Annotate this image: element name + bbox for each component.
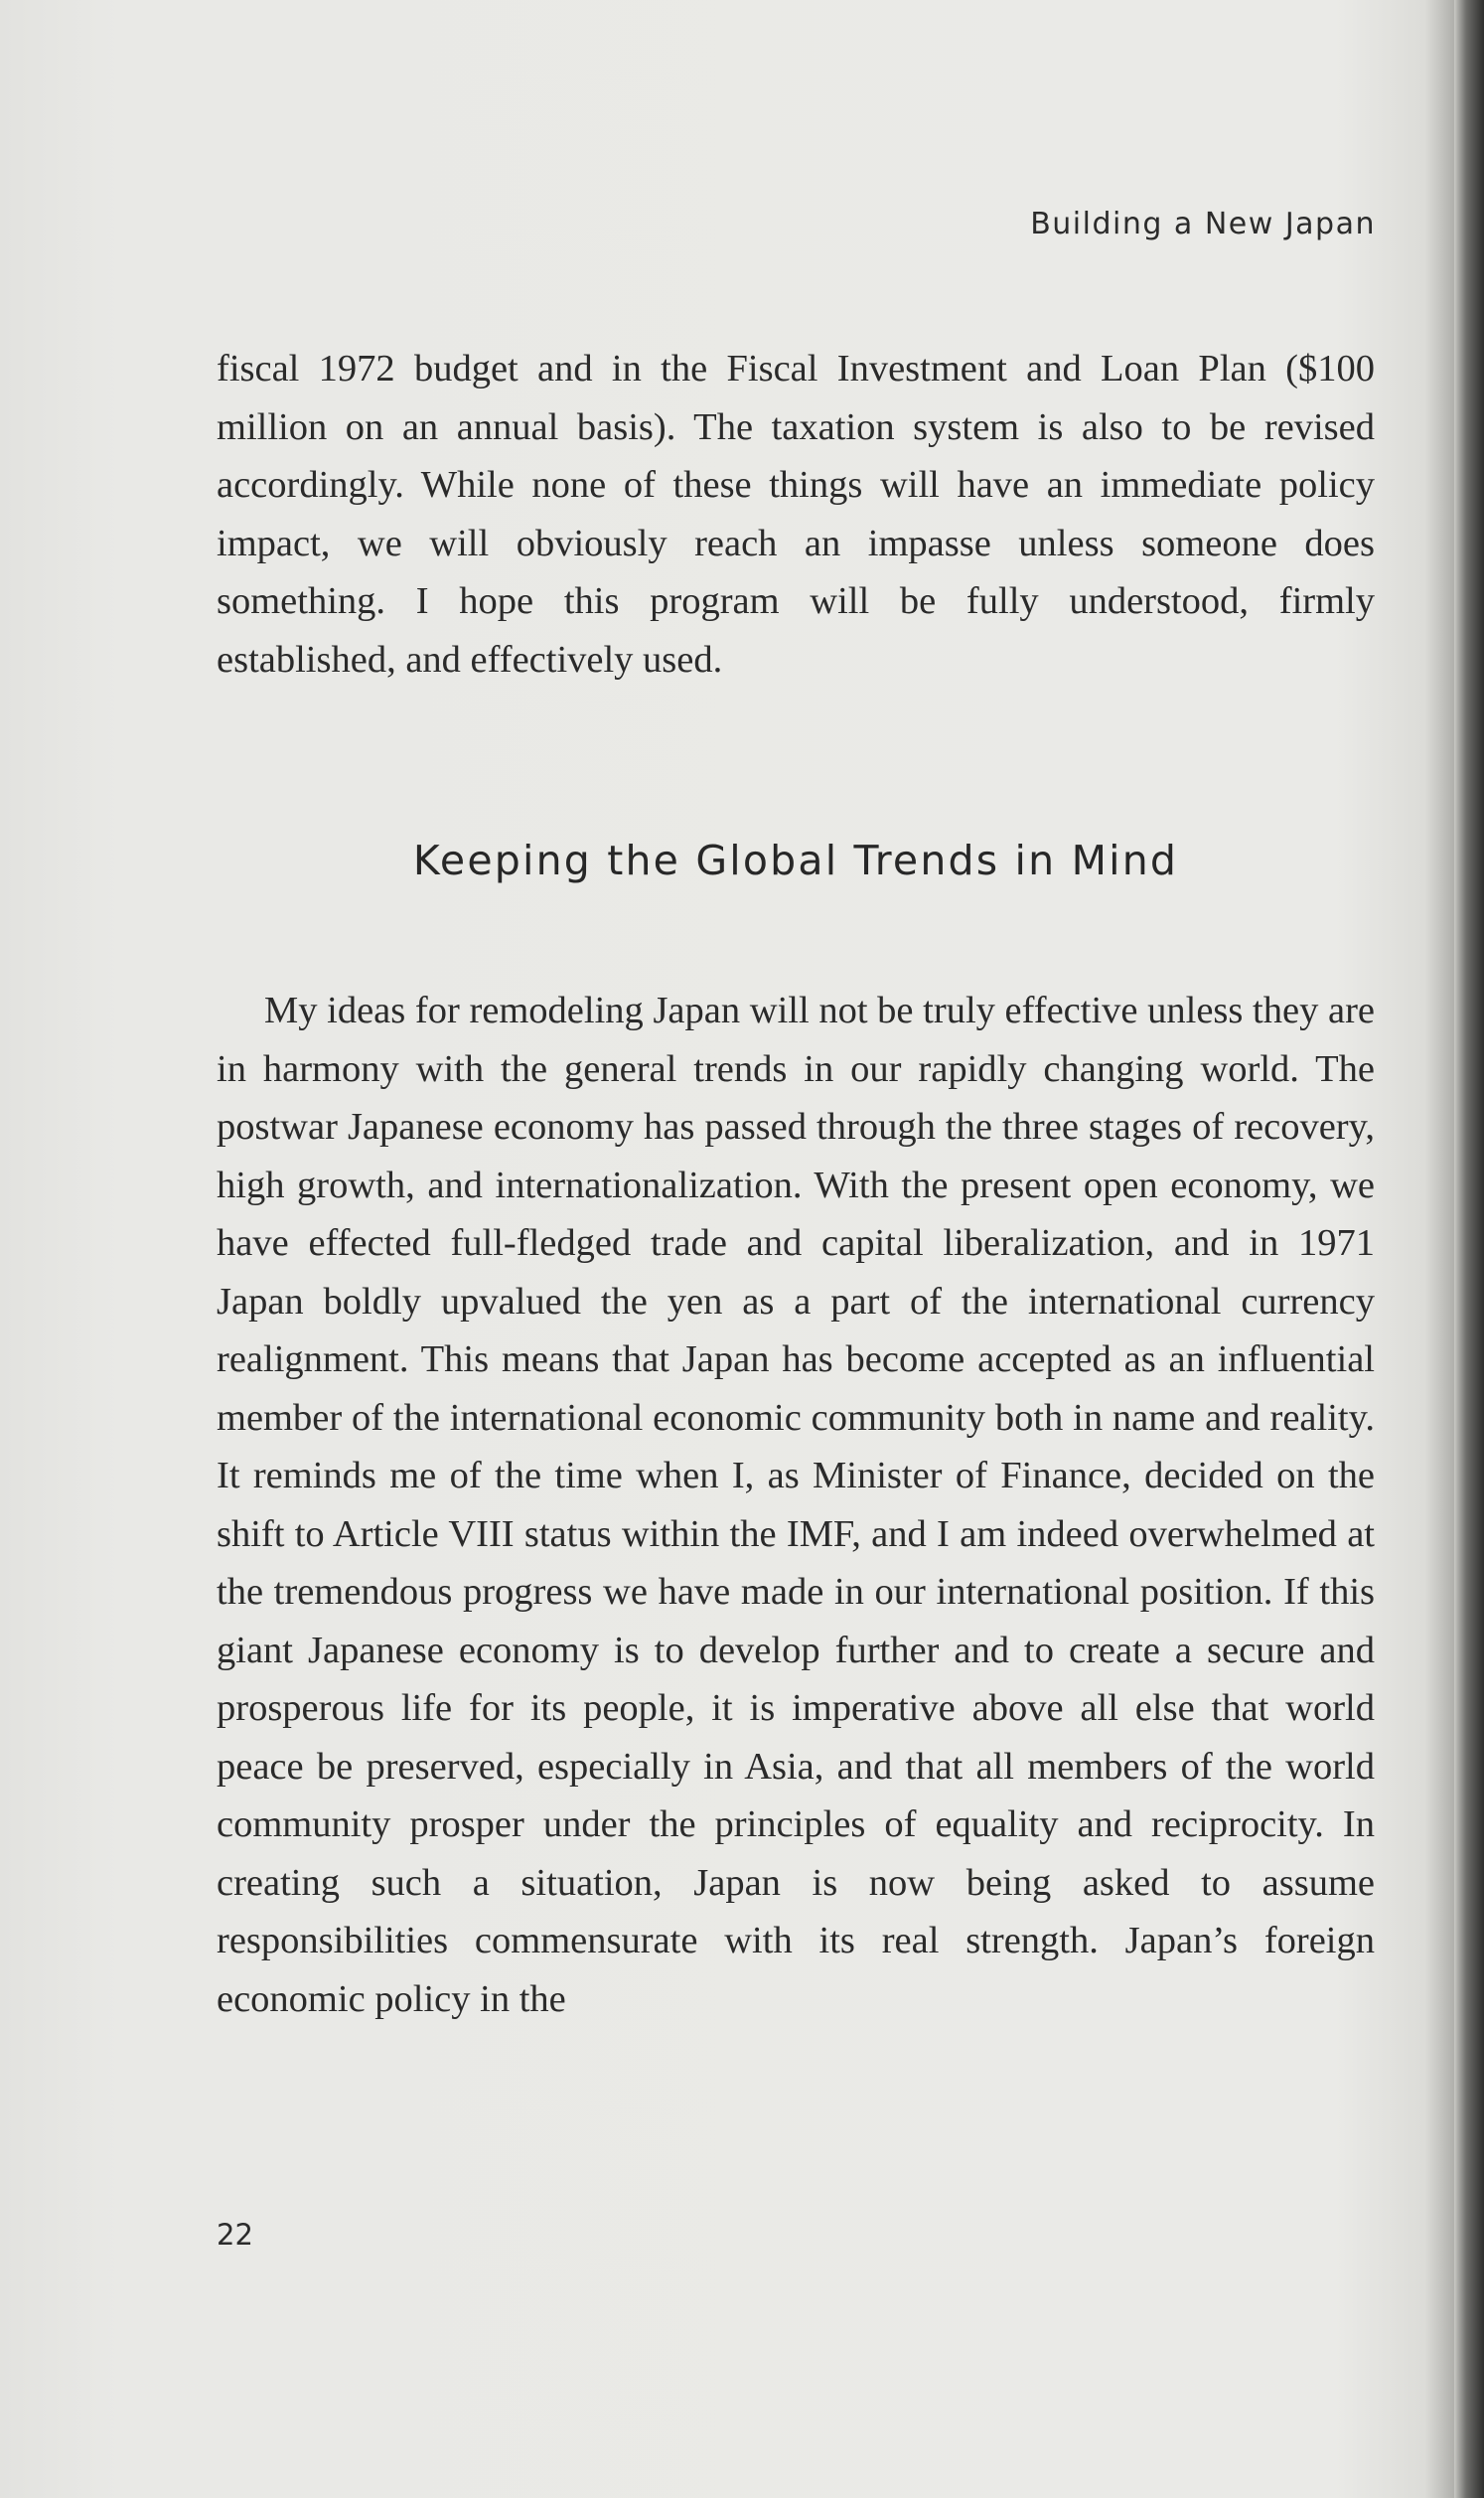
body-paragraph: My ideas for remodeling Japan will not be truly effective unless they are in harmony with the general trends in our rapidly changing world. The postwar Japanese economy has passed through the three stages of recovery, high growth, and internationalization. With the present open economy, we have effected full-fledged trade and capital liberalization, and in 1971 Japan boldly upvalued the yen as a part of the international currency realignment. This means that Japan has become accepted as an influential member of the international economic community both in name and reality. It reminds me of the time when I, as Minister of Finance, decided on the shift to Article VIII status within the IMF, and I am indeed overwhelmed at the tremendous progress we have made in our international position. If this giant Japanese economy is to develop further and to create a secure and prosperous life for its people, it is imperative above all else that world peace be preserved, especially in Asia, and that all members of the world community prosper under the principles of equality and reciprocity. In creating such a situation, Japan is now being asked to assume responsibilities commensurate with its real strength. Japan’s foreign economic policy in the (217, 990, 1375, 2020)
body-paragraph: fiscal 1972 budget and in the Fiscal Investment and Loan Plan ($100 million on an annual basis). The taxation system is also to be revised accordingly. While none of these things will have an immediate policy impact, we will obviously reach an impasse unless someone does something. I hope this program will be fully understood, firmly established, and effectively used. (217, 348, 1375, 681)
section-heading: Keeping the Global Trends in Mind (412, 837, 1179, 884)
book-spine-shadow (1454, 0, 1484, 2498)
running-head: Building a New Japan (1030, 207, 1376, 241)
page-number: 22 (217, 2218, 253, 2252)
